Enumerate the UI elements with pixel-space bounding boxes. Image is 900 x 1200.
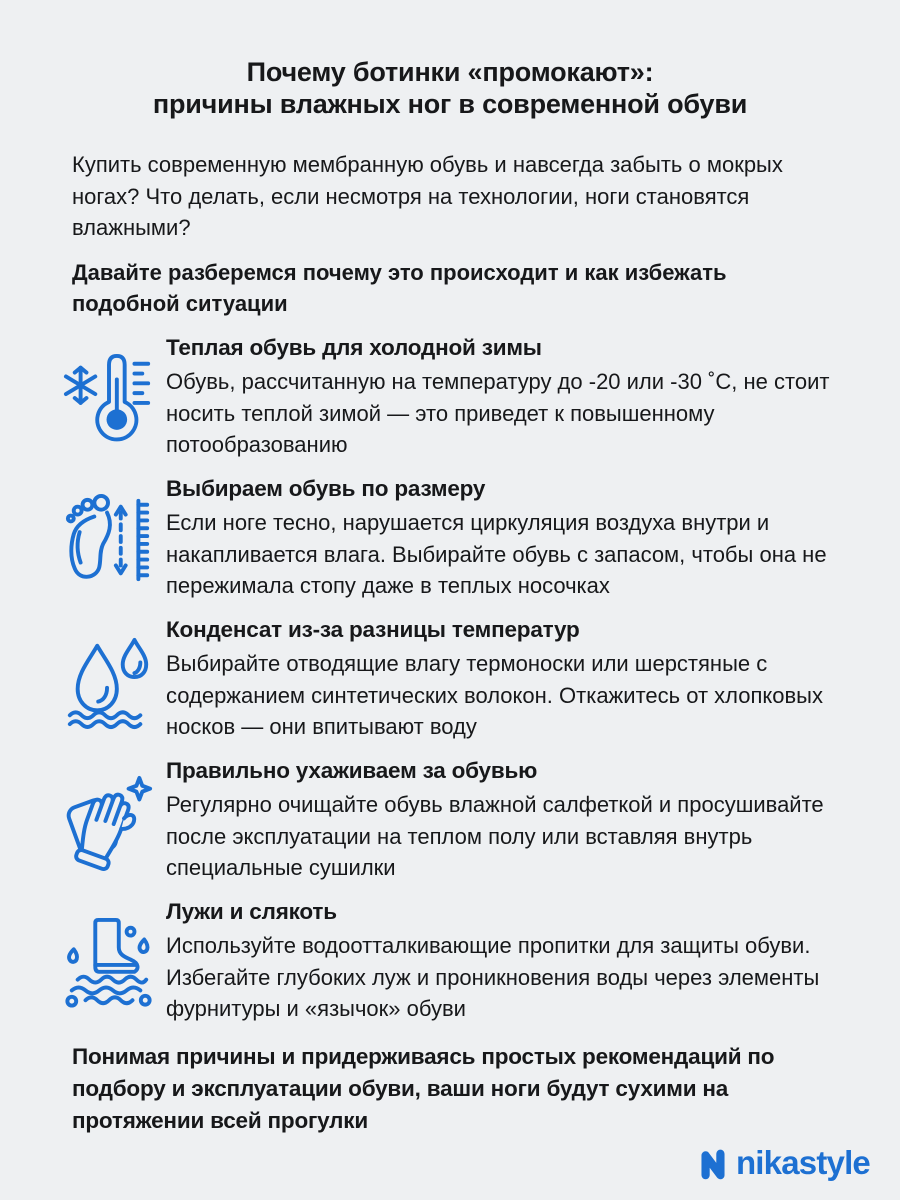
page-title-line1: Почему ботинки «промокают»:	[246, 57, 654, 88]
tip-title: Лужи и слякоть	[166, 899, 337, 925]
tip-body: Регулярно очищайте обувь влажной салфеткой и просушивайте после эксплуатации на теплом полу или вставляя внутрь специальные сушилки	[166, 792, 824, 880]
tip-body: Обувь, рассчитанную на температуру до -20 или -30 ˚C, не стоит носить теплой зимой — это приведет к повышенному потообразованию	[166, 369, 830, 457]
tip-body: Используйте водоотталкивающие пропитки для защиты обуви. Избегайте глубоких луж и проникновения воды через элементы фурнитуры и «язычок» обуви	[166, 933, 820, 1021]
page-title-line2: причины влажных ног в современной обуви	[152, 89, 748, 120]
tip-item-care	[62, 758, 844, 888]
tip-item-condensation	[62, 617, 844, 747]
conclusion-paragraph: Понимая причины и придерживаясь простых рекомендаций по подбору и эксплуатации обуви, ваши ноги будут сухими на протяжении всей прогулки	[72, 1044, 775, 1134]
tip-body: Выбирайте отводящие влагу термоноски или шерстяные с содержанием синтетических волокон. Откажитесь от хлопковых носков — они впитывают воду	[166, 651, 823, 739]
freeze-thermometer-icon	[62, 335, 166, 465]
tip-text	[166, 476, 844, 606]
lead-paragraph: Давайте разберемся почему это происходит и как избежать подобной ситуации	[72, 259, 727, 317]
tip-body: Если ноге тесно, нарушается циркуляция воздуха внутри и накапливается влага. Выбирайте обувь с запасом, чтобы она не пережимала стопу даже в теплых носочках	[166, 510, 827, 598]
foot-measure-icon	[62, 476, 166, 606]
page-title	[0, 18, 900, 121]
tip-text	[166, 899, 844, 1029]
tip-item-shoe-size	[62, 476, 844, 606]
tip-item-puddles	[62, 899, 844, 1029]
water-drops-icon	[62, 617, 166, 747]
tip-item-cold-winter	[62, 335, 844, 465]
tip-title: Теплая обувь для холодной зимы	[166, 335, 542, 361]
boot-puddle-icon	[62, 899, 166, 1029]
brand-logo	[699, 1142, 870, 1182]
brand-logo-icon	[699, 1142, 727, 1182]
tip-title: Конденсат из-за разницы температур	[166, 617, 580, 643]
intro-paragraph: Купить современную мембранную обувь и навсегда забыть о мокрых ногах? Что делать, если несмотря на технологии, ноги становятся влажными?	[72, 151, 783, 241]
tip-text	[166, 335, 844, 465]
brand-logo-text: nikastyle	[735, 1143, 870, 1181]
tip-title: Выбираем обувь по размеру	[166, 476, 486, 502]
tip-text	[166, 617, 844, 747]
tip-title: Правильно ухаживаем за обувью	[166, 758, 538, 784]
wipe-hand-icon	[62, 758, 166, 888]
tips-list	[62, 335, 844, 1029]
tip-text	[166, 758, 844, 888]
